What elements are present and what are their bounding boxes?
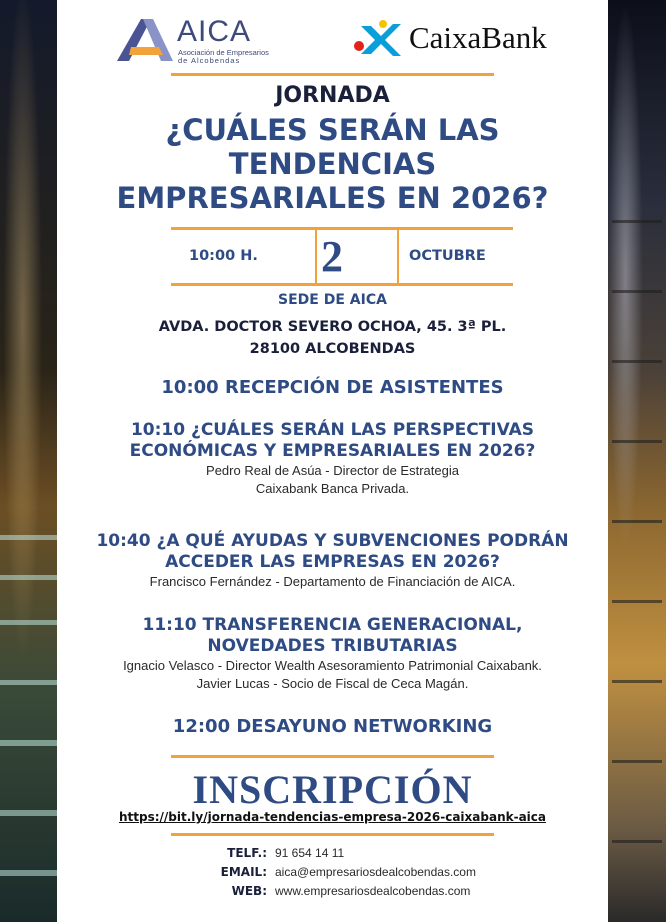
date-separator: [397, 227, 399, 285]
event-title-line: EMPRESARIALES EN 2026?: [116, 181, 549, 215]
agenda-speaker: Francisco Fernández - Departamento de Financiación de AICA.: [149, 574, 516, 589]
contact-email-label: EMAIL:: [220, 865, 267, 879]
event-address: [57, 316, 608, 360]
agenda-speaker: Caixabank Banca Privada.: [255, 481, 410, 496]
event-time: 10:00 H.: [189, 248, 258, 264]
agenda-speaker: Ignacio Velasco - Director Wealth Asesoramiento Patrimonial Caixabank.: [123, 658, 542, 673]
agenda-speaker: Javier Lucas - Socio de Fiscal de Ceca Magán.: [196, 676, 469, 691]
agenda-item-title: ACCEDER LAS EMPRESAS EN 2026?: [165, 552, 500, 572]
flyer-panel: [57, 0, 608, 922]
caixabank-star-icon: [353, 20, 403, 60]
registration-heading: INSCRIPCIÓN: [192, 767, 473, 812]
contact-web: [157, 882, 470, 900]
event-venue: SEDE DE AICA: [278, 292, 387, 308]
divider-bottom: [171, 833, 494, 836]
address-line: AVDA. DOCTOR SEVERO OCHOA, 45. 3ª PL.: [158, 319, 507, 335]
divider-registration: [171, 755, 494, 758]
event-title-line: ¿CUÁLES SERÁN LAS: [165, 113, 500, 147]
agenda-item-title: 10:40 ¿A QUÉ AYUDAS Y SUBVENCIONES PODRÁN: [96, 531, 569, 551]
date-rule-bottom: [171, 283, 513, 286]
agenda-item-title: 10:10 ¿CUÁLES SERÁN LAS PERSPECTIVAS: [130, 420, 535, 440]
agenda-item-title: NOVEDADES TRIBUTARIAS: [207, 636, 458, 656]
agenda-speaker: Pedro Real de Asúa - Director de Estrategia: [206, 463, 459, 478]
date-separator: [315, 227, 317, 285]
date-rule-top: [171, 227, 513, 230]
contact-web-label: WEB:: [231, 884, 267, 898]
agenda-item: [57, 531, 608, 591]
contact-email-value[interactable]: aica@empresariosdealcobendas.com: [275, 865, 476, 879]
agenda-item-title: 11:10 TRANSFERENCIA GENERACIONAL,: [142, 615, 523, 635]
background-photo-right: [608, 0, 666, 922]
event-title-line: TENDENCIAS: [228, 147, 437, 181]
aica-logo: [117, 15, 277, 67]
aica-subtitle: Asociación de Empresarios de Alcobendas: [178, 48, 269, 65]
caixabank-wordmark: CaixaBank: [409, 20, 547, 55]
contact-phone-value[interactable]: 91 654 14 11: [275, 846, 345, 860]
contact-email: [157, 863, 476, 881]
contact-phone: [157, 844, 344, 862]
agenda-item: 12:00 DESAYUNO NETWORKING: [172, 716, 493, 737]
contact-web-value[interactable]: www.empresariosdealcobendas.com: [275, 884, 471, 898]
aica-logo-mark: [117, 17, 173, 63]
event-kicker: JORNADA: [275, 83, 390, 108]
event-title: [57, 113, 608, 215]
caixabank-logo: [353, 20, 553, 60]
agenda-item: [57, 420, 608, 498]
background-photo-left: [0, 0, 57, 922]
event-day: 2: [321, 232, 343, 281]
contact-phone-label: TELF.:: [227, 846, 267, 860]
event-month: OCTUBRE: [409, 248, 486, 264]
address-line: 28100 ALCOBENDAS: [249, 341, 416, 357]
registration-link[interactable]: https://bit.ly/jornada-tendencias-empresa-2026-caixabank-aica: [118, 810, 546, 824]
date-block: [171, 227, 513, 285]
agenda-item: 10:00 RECEPCIÓN DE ASISTENTES: [161, 377, 504, 398]
agenda-item: [57, 615, 608, 693]
agenda-item-title: ECONÓMICAS Y EMPRESARIALES EN 2026?: [129, 441, 536, 461]
divider-top: [171, 73, 494, 76]
aica-wordmark: AICA: [177, 15, 252, 48]
